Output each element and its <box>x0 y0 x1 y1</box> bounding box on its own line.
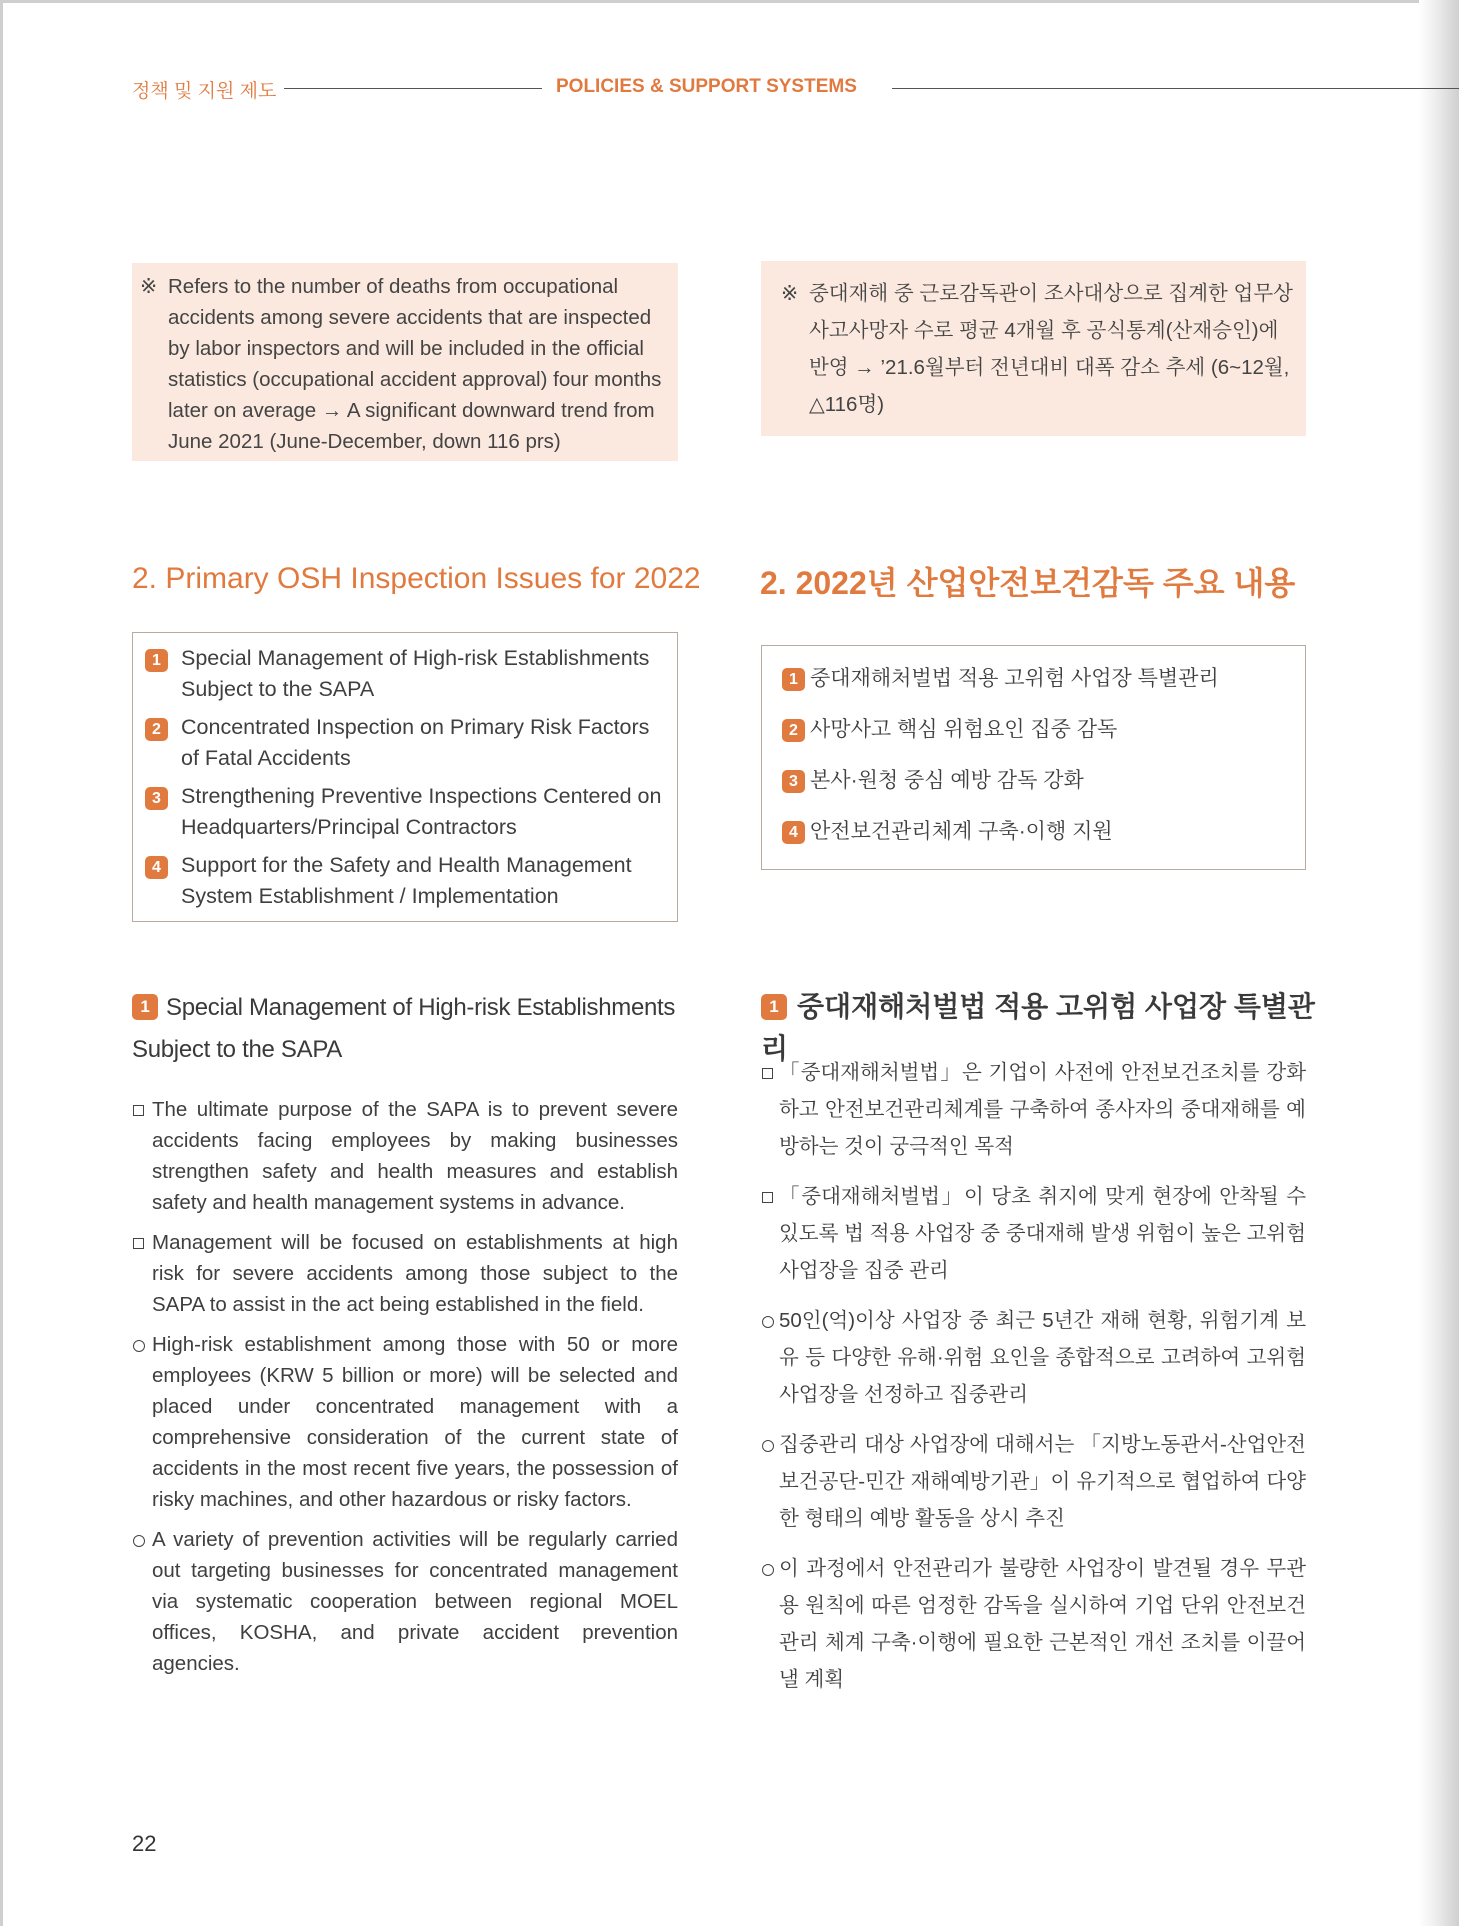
section-heading-english: 2. Primary OSH Inspection Issues for 2022 <box>132 562 701 595</box>
number-badge: 4 <box>145 856 168 879</box>
number-badge: 3 <box>145 787 168 810</box>
bullet-text: 50인(억)이상 사업장 중 최근 5년간 재해 현황, 위험기계 보유 등 다양한 유해·위험 요인을 종합적으로 고려하여 고위험 사업장을 선정하고 집중관리 <box>779 1309 1306 1406</box>
number-badge: 1 <box>132 994 158 1020</box>
header-english-label: POLICIES & SUPPORT SYSTEMS <box>556 76 857 97</box>
issue-item <box>782 715 1285 745</box>
header-rule-right <box>892 88 1459 89</box>
issue-text: Concentrated Inspection on Primary Risk Factors of Fatal Accidents <box>181 715 650 770</box>
issue-text: Support for the Safety and Health Management System Establishment / Implementation <box>181 853 632 908</box>
reference-mark-icon: ※ <box>781 282 799 305</box>
list-item <box>761 1426 1306 1537</box>
circle-bullet-icon <box>762 1564 774 1576</box>
note-box-korean <box>761 261 1306 436</box>
header-korean-label: 정책 및 지원 제도 <box>132 81 277 102</box>
bullet-text: 집중관리 대상 사업장에 대해서는 「지방노동관서-산업안전보건공단-민간 재해예방기관」이 유기적으로 협업하여 다양한 형태의 예방 활동을 상시 추진 <box>779 1433 1306 1530</box>
page-border-left <box>0 0 3 1926</box>
issue-text: 중대재해처벌법 적용 고위험 사업장 특별관리 <box>810 667 1219 690</box>
list-item <box>132 1329 678 1515</box>
bullet-list-english <box>132 1094 678 1688</box>
issue-item <box>782 817 1285 847</box>
number-badge: 3 <box>782 770 805 793</box>
issue-text: 안전보건관리체계 구축·이행 지원 <box>810 820 1113 843</box>
issue-text: Special Management of High-risk Establishments Subject to the SAPA <box>181 646 650 701</box>
issue-item <box>145 781 665 843</box>
list-item <box>132 1094 678 1218</box>
list-item <box>761 1178 1306 1289</box>
reference-mark-icon: ※ <box>140 275 158 298</box>
issue-text: 사망사고 핵심 위험요인 집중 감독 <box>810 718 1118 741</box>
number-badge: 1 <box>761 994 787 1020</box>
list-item <box>761 1302 1306 1413</box>
bullet-list-korean <box>761 1054 1306 1711</box>
circle-bullet-icon <box>762 1440 774 1452</box>
list-item <box>761 1550 1306 1698</box>
square-bullet-icon <box>133 1238 144 1249</box>
note-box-english <box>132 263 678 461</box>
subsection-title: Special Management of High-risk Establishments Subject to the SAPA <box>132 994 676 1063</box>
bullet-text: Management will be focused on establishments at high risk for severe accidents among those subject to the SAPA to assist in the act being established in the field. <box>152 1231 678 1316</box>
page-number: 22 <box>132 1831 157 1856</box>
subsection-title: 중대재해처벌법 적용 고위험 사업장 특별관리 <box>761 991 1315 1064</box>
issue-text: 본사·원청 중심 예방 감독 강화 <box>810 769 1084 792</box>
bullet-text: 「중대재해처벌법」은 기업이 사전에 안전보건조치를 강화하고 안전보건관리체계를 구축하여 종사자의 중대재해를 예방하는 것이 궁극적인 목적 <box>779 1061 1306 1158</box>
circle-bullet-icon <box>133 1535 145 1547</box>
bullet-text: 이 과정에서 안전관리가 불량한 사업장이 발견될 경우 무관용 원칙에 따른 엄정한 감독을 실시하여 기업 단위 안전보건관리 체계 구축·이행에 필요한 근본적인 개선 조치를 이끌어 낼 계획 <box>779 1557 1306 1691</box>
issue-item <box>145 850 665 912</box>
circle-bullet-icon <box>133 1340 145 1352</box>
page-edge-shadow <box>1419 0 1459 1926</box>
number-badge: 2 <box>145 718 168 741</box>
section-heading-korean: 2. 2022년 산업안전보건감독 주요 내용 <box>760 565 1296 601</box>
issues-box-english <box>132 632 678 922</box>
note-text-korean: 중대재해 중 근로감독관이 조사대상으로 집계한 업무상 사고사망자 수로 평균 4개월 후 공식통계(산재승인)에 반영 → ’21.6월부터 전년대비 대폭 감소 추세 (6~12월, △116명) <box>809 282 1293 416</box>
bullet-text: A variety of prevention activities will be regularly carried out targeting businesses for concentrated management via systematic cooperation between regional MOEL offices, KOSHA, and private accident prevention agencies. <box>152 1528 678 1675</box>
subsection-heading-english <box>132 987 684 1071</box>
circle-bullet-icon <box>762 1316 774 1328</box>
issue-item <box>782 766 1285 796</box>
issue-item <box>145 712 665 774</box>
issues-box-korean <box>761 645 1306 870</box>
page-border-top <box>0 0 1420 3</box>
header-rule-left <box>284 88 542 89</box>
issue-text: Strengthening Preventive Inspections Centered on Headquarters/Principal Contractors <box>181 784 662 839</box>
bullet-text: High-risk establishment among those with 50 or more employees (KRW 5 billion or more) will be selected and placed under concentrated management with a comprehensive consideration of the current state of accidents in the most recent five years, the possession of risky machines, and other hazardous or risky factors. <box>152 1333 678 1511</box>
list-item <box>132 1227 678 1320</box>
number-badge: 1 <box>145 649 168 672</box>
list-item <box>761 1054 1306 1165</box>
running-header <box>132 76 1459 100</box>
number-badge: 1 <box>782 668 805 691</box>
number-badge: 4 <box>782 821 805 844</box>
issue-item <box>782 664 1285 694</box>
issue-item <box>145 643 665 705</box>
square-bullet-icon <box>762 1192 773 1203</box>
number-badge: 2 <box>782 719 805 742</box>
square-bullet-icon <box>762 1068 773 1079</box>
note-text-english: Refers to the number of deaths from occupational accidents among severe accidents that are inspected by labor inspectors and will be included in the official statistics (occupational accident approval) four months later on average → A significant downward trend from June 2021 (June-December, down 116 prs) <box>168 275 662 453</box>
bullet-text: The ultimate purpose of the SAPA is to prevent severe accidents facing employees by making businesses strengthen safety and health measures and establish safety and health management systems in advance. <box>152 1098 678 1214</box>
bullet-text: 「중대재해처벌법」이 당초 취지에 맞게 현장에 안착될 수 있도록 법 적용 사업장 중 중대재해 발생 위험이 높은 고위험 사업장을 집중 관리 <box>779 1185 1306 1282</box>
square-bullet-icon <box>133 1105 144 1116</box>
list-item <box>132 1524 678 1679</box>
